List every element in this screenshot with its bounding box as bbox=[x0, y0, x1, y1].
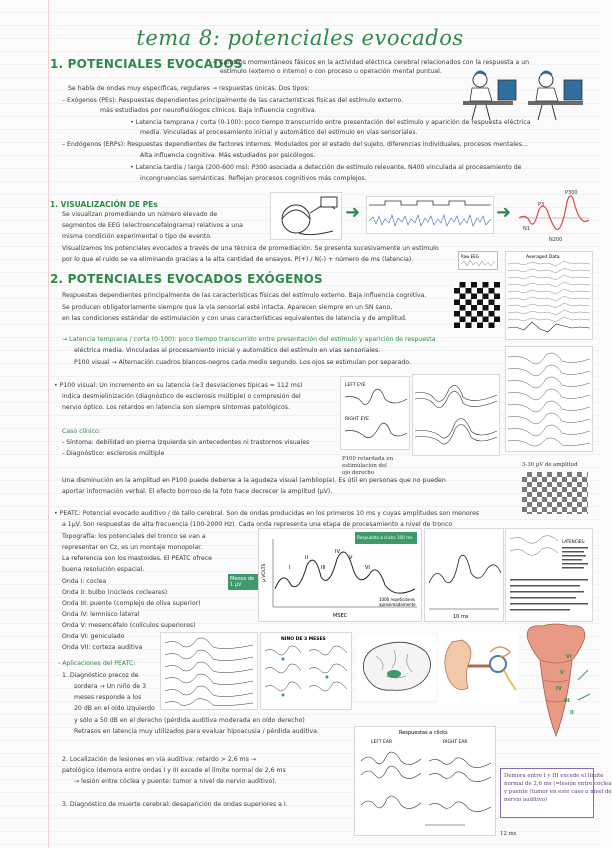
s1-endo-3: • Latencia tardía / larga (200-600 ms): P300 asociada a detección de estímulo relevante, N400 vinculada al procesamiento de bbox=[130, 164, 522, 171]
brain-figure bbox=[356, 636, 436, 700]
s1-tipos: Se habla de ondas muy específicas, regulares → respuestas únicas. Dos tipos: bbox=[68, 85, 310, 92]
onda-2: Onda II: bulbo (núcleos cocleares) bbox=[62, 589, 168, 596]
clicks-response-figure bbox=[354, 726, 496, 836]
svg-text:Averaged Data: Averaged Data bbox=[526, 255, 560, 260]
svg-text:NIÑO DE 3 MESES: NIÑO DE 3 MESES bbox=[281, 637, 326, 642]
apl-2: sordera → Un niño de 3 bbox=[74, 683, 147, 690]
topo-2: representar en Cz, es un montaje monopolar. bbox=[62, 544, 203, 551]
svg-text:LATENCIES:: LATENCIES: bbox=[562, 539, 586, 544]
abr-waveform-figure bbox=[258, 528, 422, 622]
svg-text:µ VOLTS: µ VOLTS bbox=[262, 563, 267, 582]
vis-heading: 1. VISUALIZACIÓN DE PEs bbox=[50, 200, 158, 209]
s2-lat-3: P100 visual → Alternación cuadros blancos-negros cada medio segundo. Los ojos se estimulan por separado. bbox=[74, 359, 411, 366]
s1-exo-2: más estudiados por neurofisiólogos clínicos. Baja influencia cognitiva. bbox=[100, 107, 317, 114]
s2-lat-2: eléctrica media. Vinculadas al procesamiento inicial y automático del estímulo en vías sensoriales. bbox=[74, 347, 381, 354]
svg-text:aproximadamente: aproximadamente bbox=[379, 602, 416, 607]
svg-text:Raw EEG: Raw EEG bbox=[461, 254, 479, 259]
caso-2: - Diagnóstico: esclerosis múltiple bbox=[62, 450, 165, 457]
brainstem-figure bbox=[518, 620, 594, 738]
vis-l4: Visualizamos los potenciales evocados a través de una técnica de promediación. Se presenta sucesivamente un estímulo bbox=[62, 245, 439, 252]
apl-1: 1. Diagnóstico precoz de bbox=[62, 672, 139, 679]
svg-text:II: II bbox=[570, 710, 574, 716]
topo-4: buena resolución espacial. bbox=[62, 566, 145, 573]
vis-l3: misma condición experimental o tipo de evento. bbox=[62, 233, 212, 240]
p100-caption-1: P100 retardada en bbox=[342, 456, 394, 462]
svg-text:V: V bbox=[560, 670, 564, 676]
loc-3: → lesión entre cóclea y puente: tumor a nivel de nervio auditivo). bbox=[74, 778, 277, 785]
loc-2: patológico (demora entre ondas I y III excede el límite normal de 2,6 ms bbox=[62, 767, 286, 774]
svg-text:RIGHT EAR: RIGHT EAR bbox=[443, 740, 468, 745]
eeg-setup-figure bbox=[270, 192, 342, 240]
s1-exo-4: media. Vinculadas al procesamiento inicial y automático del estímulo en vías sensoriales. bbox=[140, 129, 418, 136]
eeg-raw-thumb bbox=[458, 251, 498, 270]
p300-waveform bbox=[515, 186, 591, 248]
onda-3: Onda III: puente (complejo de oliva superior) bbox=[62, 600, 201, 607]
svg-text:V: V bbox=[349, 555, 353, 561]
p100-3: nervio óptico. Los retardos en latencia son siempre síntomas patológicos. bbox=[62, 404, 290, 411]
topo-1: Topografía: los potenciales del tronco se van a bbox=[62, 533, 206, 540]
svg-text:N1: N1 bbox=[523, 226, 530, 232]
apl-5: y sólo a 50 dB en el derecho (pérdida auditiva moderada en oído derecho) bbox=[74, 717, 305, 724]
menos-1uv-box bbox=[228, 574, 258, 590]
svg-text:1000 repeticiones: 1000 repeticiones bbox=[379, 597, 415, 602]
svg-text:Respuesta a clicks 100 ms: Respuesta a clicks 100 ms bbox=[357, 535, 413, 540]
students-cartoon bbox=[458, 66, 588, 122]
onda-6: Onda VI: geniculado bbox=[62, 633, 125, 640]
svg-text:I: I bbox=[289, 565, 291, 571]
vis-l1: Se visualizan promediando un número elevado de bbox=[62, 211, 218, 218]
nino-3-meses-figure bbox=[260, 632, 352, 710]
s2-lat-1: → Latencia temprana / corta (0-100): poco tiempo transcurrido entre presentación del estímulo y aparición de respuesta bbox=[62, 336, 436, 343]
p100-2: indica desmielinización (diagnóstico de esclerosis múltiple) o compresión del bbox=[62, 393, 301, 400]
p100-caption-2: estimulación del bbox=[342, 463, 387, 469]
s2-l1: Respuestas dependientes principalmente de las características físicas del estímulo externo. Baja influencia cognitiva. bbox=[62, 292, 427, 299]
arrow-right-icon-2: ➜ bbox=[496, 202, 512, 223]
demora-3: y puente (tumor en este caso a nivel de bbox=[504, 789, 612, 795]
s1-endo-2: Alta influencia cognitiva. Más estudiados por psicólogos. bbox=[140, 152, 316, 159]
s1-intro-2: estímulo (externo o interno) o con proceso u operación mental puntual. bbox=[220, 68, 442, 75]
s1-exo-1: – Exógenos (PEs): Respuestas dependientes principalmente de las características físicas del estímulo externo. bbox=[62, 97, 404, 104]
checkerboard-stimulus bbox=[454, 282, 500, 328]
s1-endo-1: – Endógenos (ERPs): Respuestas dependientes de factores internos. Modulados por el estado del sujeto, diferencias individuales, procesos mentales... bbox=[62, 141, 528, 148]
svg-text:N200: N200 bbox=[549, 237, 563, 243]
raw-eeg-figure bbox=[366, 196, 494, 234]
amp-1: Una disminución en la amplitud en P100 puede deberse a la agudeza visual (ambliopía). Es útil en personas que no pueden bbox=[62, 477, 446, 484]
svg-text:VI: VI bbox=[365, 565, 370, 571]
svg-text:III: III bbox=[321, 565, 326, 571]
p100-eye-figure bbox=[340, 376, 410, 450]
svg-text:LEFT EAR: LEFT EAR bbox=[371, 740, 393, 745]
apl-4: 20 dB en el oído izquierdo bbox=[74, 705, 155, 712]
abr-intensity-traces bbox=[160, 632, 258, 710]
p100-caption-3: ojo derecho bbox=[342, 470, 375, 476]
svg-text:MSEC: MSEC bbox=[333, 613, 348, 619]
svg-text:II: II bbox=[305, 555, 308, 561]
onda-7: Onda VII: corteza auditiva bbox=[62, 644, 143, 651]
section-1-heading: 1. POTENCIALES EVOCADOS bbox=[50, 57, 243, 71]
svg-text:IV: IV bbox=[335, 549, 340, 555]
apl-heading: - Aplicaciones del PEATC: bbox=[58, 660, 136, 667]
latency-printout bbox=[505, 528, 593, 622]
averaged-data-figure bbox=[505, 251, 593, 340]
ms12-label: 12 ms bbox=[500, 831, 517, 837]
svg-text:IV: IV bbox=[556, 686, 562, 692]
s1-exo-3: • Latencia temprana / corta (0-100): poco tiempo transcurrido entre presentación del estímulo y aparición de respuesta eléctrica bbox=[130, 119, 531, 126]
ear-figure bbox=[438, 632, 518, 704]
demora-callout bbox=[500, 768, 612, 818]
arrow-right-icon: ➜ bbox=[345, 202, 361, 223]
svg-text:P300: P300 bbox=[565, 190, 578, 196]
topo-3: La referencia son los mastoides. El PEATC ofrece bbox=[62, 555, 212, 562]
s2-l2: Se producen obligatoriamente siempre que la vía sensorial esté intacta. Aparecen siempre en un SN sano, bbox=[62, 304, 393, 311]
vis-l5: por lo que el ruido se va eliminando gracias a la alta cantidad de ensayos. P(+) / N(-) + número de ms (latencia). bbox=[62, 256, 414, 263]
onda-5: Onda V: mesencéfalo (colículos superiores) bbox=[62, 622, 196, 629]
muerte: 3. Diagnóstico de muerte cerebral: desaparición de ondas superiores a I. bbox=[62, 801, 288, 808]
menos-1uv-label: Menos de 1 µV bbox=[230, 576, 255, 588]
peatc-2: a 1µV. Son respuestas de alta frecuencia (100-2000 Hz). Cada onda representa una etapa de procesamiento a nivel de tronco bbox=[62, 521, 453, 528]
vis-l2: segmentos de EEG (electroencefalograma) relativos a una bbox=[62, 222, 243, 229]
svg-text:III: III bbox=[564, 698, 570, 704]
onda-4: Onda IV: lemnisco lateral bbox=[62, 611, 140, 618]
svg-text:Respuestas a clicks: Respuestas a clicks bbox=[399, 730, 448, 736]
s2-l3: en las condiciones estándar de estimulación y con unas características equivalentes de latencia y de amplitud. bbox=[62, 315, 407, 322]
caso-1: - Síntoma: debilidad en pierna izquierda sin antecedentes ni trastornos visuales bbox=[62, 439, 310, 446]
amp-2: aportar información verbal. El efecto borroso de la foto hace decrecer la amplitud (µV). bbox=[62, 488, 333, 495]
p100-1: • P100 visual: Un incremento en su latencia (≥3 desviaciones típicas ≈ 112 ms) bbox=[54, 382, 303, 389]
demora-1: Demora entre I y III excede el límite bbox=[504, 773, 604, 779]
onda-1: Onda I: coclea bbox=[62, 578, 107, 585]
svg-text:LEFT EYE: LEFT EYE bbox=[345, 383, 366, 388]
svg-text:RIGHT EYE: RIGHT EYE bbox=[345, 417, 369, 422]
loc-1: 2. Localización de lesiones en vía auditiva: retardo > 2,6 ms → bbox=[62, 756, 257, 763]
p100-traces-figure bbox=[412, 374, 500, 456]
page-title: tema 8: potenciales evocados bbox=[136, 26, 464, 50]
abr-wide-figure bbox=[424, 528, 504, 622]
svg-text:VI: VI bbox=[566, 654, 572, 660]
section-2-heading: 2. POTENCIALES EVOCADOS EXÓGENOS bbox=[50, 272, 323, 286]
check-size-traces bbox=[505, 346, 593, 452]
svg-text:P3: P3 bbox=[538, 202, 545, 208]
margin-line bbox=[48, 0, 49, 848]
svg-text:10 ms: 10 ms bbox=[453, 614, 469, 620]
s1-intro-1: → Cambios momentáneos fásicos en la actividad eléctrica cerebral relacionados con la respuesta a un bbox=[212, 59, 530, 66]
demora-4: nervio auditivo) bbox=[504, 797, 548, 803]
demora-2: normal de 2,6 ms (=lesión entre cóclea bbox=[504, 781, 612, 787]
peatc-1: • PEATC: Potencial evocado auditivo / de tallo cerebral. Son de ondas producidas en los primeros 10 ms y cuyas amplitudes son menores bbox=[54, 510, 480, 517]
apl-3: meses responde a los bbox=[74, 694, 142, 701]
s1-endo-4: incongruencias semánticas. Reflejan procesos cognitivos más complejos. bbox=[140, 175, 367, 182]
apl-6: Retrasos en latencia muy utilizados para evaluar hipoacusia / pérdida auditiva. bbox=[74, 728, 319, 735]
caso-heading: Caso clínico: bbox=[62, 428, 101, 435]
blurred-checkerboard bbox=[522, 472, 588, 514]
amplitude-caption: 3-30 µV de amplitud bbox=[522, 462, 578, 468]
